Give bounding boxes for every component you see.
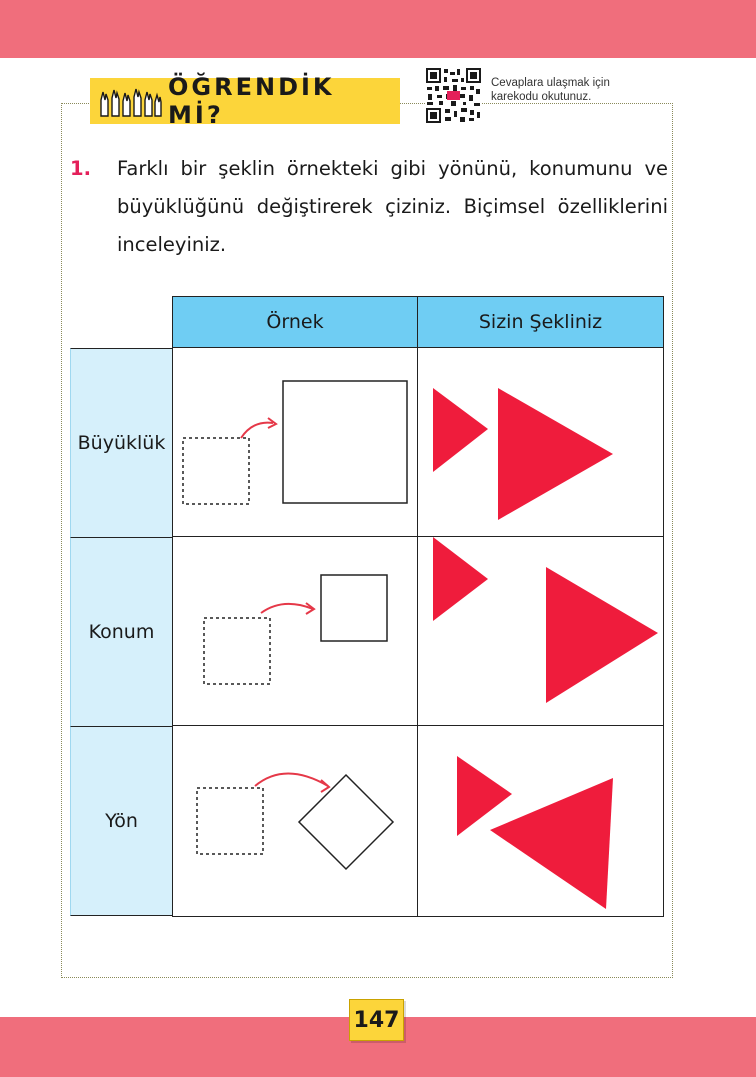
column-header-your-shape: Sizin Şekliniz [417,296,664,348]
dashed-square [183,438,249,504]
arrow-icon [261,604,313,613]
shape-table [70,296,664,916]
answer-cell-size[interactable] [417,347,664,538]
rotated-triangle [490,778,613,909]
qr-note: Cevaplara ulaşmak için karekodu okutunuz. [491,77,610,103]
row-label-direction: Yön [70,726,172,916]
banner-title: ÖĞRENDİK Mİ? [168,73,335,129]
raised-hands-icon [98,84,162,118]
qr-code-icon[interactable] [425,67,482,124]
dashed-square [204,618,270,684]
example-cell-size [172,347,418,538]
column-header-example: Örnek [172,296,418,348]
original-triangle [457,756,512,836]
top-band [0,0,756,58]
example-cell-position [172,536,418,727]
rotated-square [299,775,393,869]
example-cell-direction [172,725,418,917]
arrow-icon [241,423,273,438]
moved-square [321,575,387,641]
section-banner [90,73,400,129]
original-triangle [433,537,488,621]
row-label-position: Konum [70,537,172,726]
question-number: 1. [70,157,91,180]
small-triangle [433,388,488,472]
question-text: Farklı bir şeklin örnekteki gibi yönünü, konumunu ve büyüklüğünü değiştirerek çiziniz. Biçimsel özelliklerini inceleyiniz. [117,157,668,256]
question-1 [70,150,668,264]
enlarged-square [283,381,407,503]
large-triangle [498,388,613,520]
answer-cell-direction[interactable] [417,725,664,917]
moved-triangle [546,567,658,703]
arrow-icon [255,774,328,787]
row-label-size: Büyüklük [70,348,172,537]
answer-cell-position[interactable] [417,536,664,727]
page-number: 147 [349,999,404,1041]
dashed-square [197,788,263,854]
